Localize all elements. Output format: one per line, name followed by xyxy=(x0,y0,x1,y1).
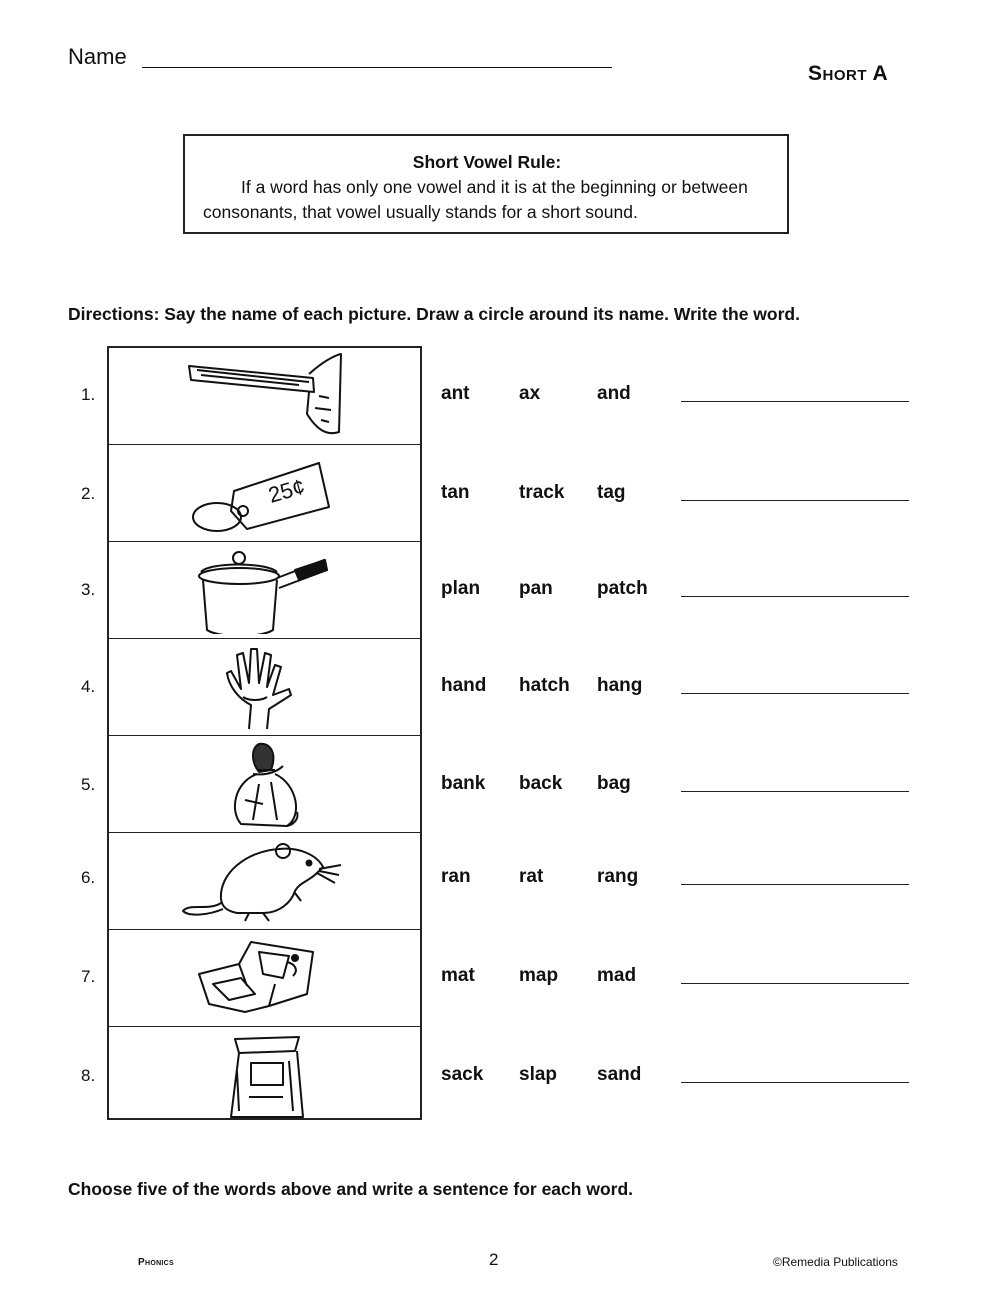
word-choice[interactable]: slap xyxy=(519,1064,558,1085)
item-number: 4. xyxy=(81,677,96,696)
rat-icon xyxy=(179,837,349,925)
picture-cell-2 xyxy=(109,445,420,542)
item-number: 7. xyxy=(81,967,96,986)
picture-cell-4 xyxy=(109,639,420,736)
picture-cell-8 xyxy=(109,1027,420,1124)
picture-cell-1 xyxy=(109,348,420,445)
answer-line[interactable] xyxy=(681,500,909,501)
picture-cell-6 xyxy=(109,833,420,930)
picture-cell-7 xyxy=(109,930,420,1027)
tag-price-label: 25¢ xyxy=(265,473,308,508)
word-choice[interactable]: hang xyxy=(597,675,643,696)
word-choice[interactable]: ran xyxy=(441,866,471,887)
answer-line[interactable] xyxy=(681,791,909,792)
directions: Directions: Say the name of each picture. Draw a circle around its name. Write the word. xyxy=(68,304,800,324)
item-number: 8. xyxy=(81,1066,96,1085)
rule-text: If a word has only one vowel and it is at the beginning or between consonants, that vowel usually stands for a short sound. xyxy=(203,177,748,222)
item-number: 6. xyxy=(81,868,96,887)
item-number: 3. xyxy=(81,580,96,599)
name-field[interactable] xyxy=(142,67,612,68)
word-choice[interactable]: ax xyxy=(519,383,541,404)
picture-cell-3 xyxy=(109,542,420,639)
answer-line[interactable] xyxy=(681,693,909,694)
answer-line[interactable] xyxy=(681,1082,909,1083)
rule-box xyxy=(183,134,789,234)
word-choice[interactable]: plan xyxy=(441,578,481,599)
word-choice[interactable]: sand xyxy=(597,1064,642,1085)
word-choice[interactable]: and xyxy=(597,383,631,404)
answer-line[interactable] xyxy=(681,401,909,402)
word-choice[interactable]: ant xyxy=(441,383,470,404)
item-number: 5. xyxy=(81,775,96,794)
item-number: 2. xyxy=(81,484,96,503)
item-number: 1. xyxy=(81,385,96,404)
answer-line[interactable] xyxy=(681,983,909,984)
bag-icon xyxy=(179,740,349,828)
word-choice[interactable]: bank xyxy=(441,773,486,794)
word-choice[interactable]: pan xyxy=(519,578,553,599)
rule-title: Short Vowel Rule: xyxy=(412,152,562,172)
picture-cell-5 xyxy=(109,736,420,833)
word-choice[interactable]: patch xyxy=(597,578,648,599)
pan-icon xyxy=(179,546,349,634)
answer-line[interactable] xyxy=(681,884,909,885)
word-choice[interactable]: sack xyxy=(441,1064,484,1085)
footer-subject: Phonics xyxy=(138,1257,174,1268)
word-choice[interactable]: back xyxy=(519,773,563,794)
tag-icon xyxy=(179,449,349,537)
sack-icon xyxy=(179,1031,349,1119)
axe-icon xyxy=(179,352,349,440)
word-choice[interactable]: map xyxy=(519,965,559,986)
section-title: Short A xyxy=(808,62,889,85)
footer-copyright: ©Remedia Publications xyxy=(773,1255,898,1269)
page-number: 2 xyxy=(489,1250,499,1269)
map-icon xyxy=(179,934,349,1022)
word-choice[interactable]: mat xyxy=(441,965,475,986)
name-label: Name xyxy=(68,44,127,69)
answer-line[interactable] xyxy=(681,596,909,597)
word-choice[interactable]: mad xyxy=(597,965,637,986)
hand-icon xyxy=(179,643,349,731)
picture-table xyxy=(107,346,422,1120)
word-choice[interactable]: hand xyxy=(441,675,487,696)
word-choice[interactable]: tag xyxy=(597,482,626,503)
sentence-directions: Choose five of the words above and write a sentence for each word. xyxy=(68,1179,633,1199)
word-choice[interactable]: tan xyxy=(441,482,470,503)
word-choice[interactable]: track xyxy=(519,482,565,503)
word-choice[interactable]: hatch xyxy=(519,675,570,696)
word-choice[interactable]: rat xyxy=(519,866,544,887)
word-choice[interactable]: rang xyxy=(597,866,639,887)
word-choice[interactable]: bag xyxy=(597,773,631,794)
